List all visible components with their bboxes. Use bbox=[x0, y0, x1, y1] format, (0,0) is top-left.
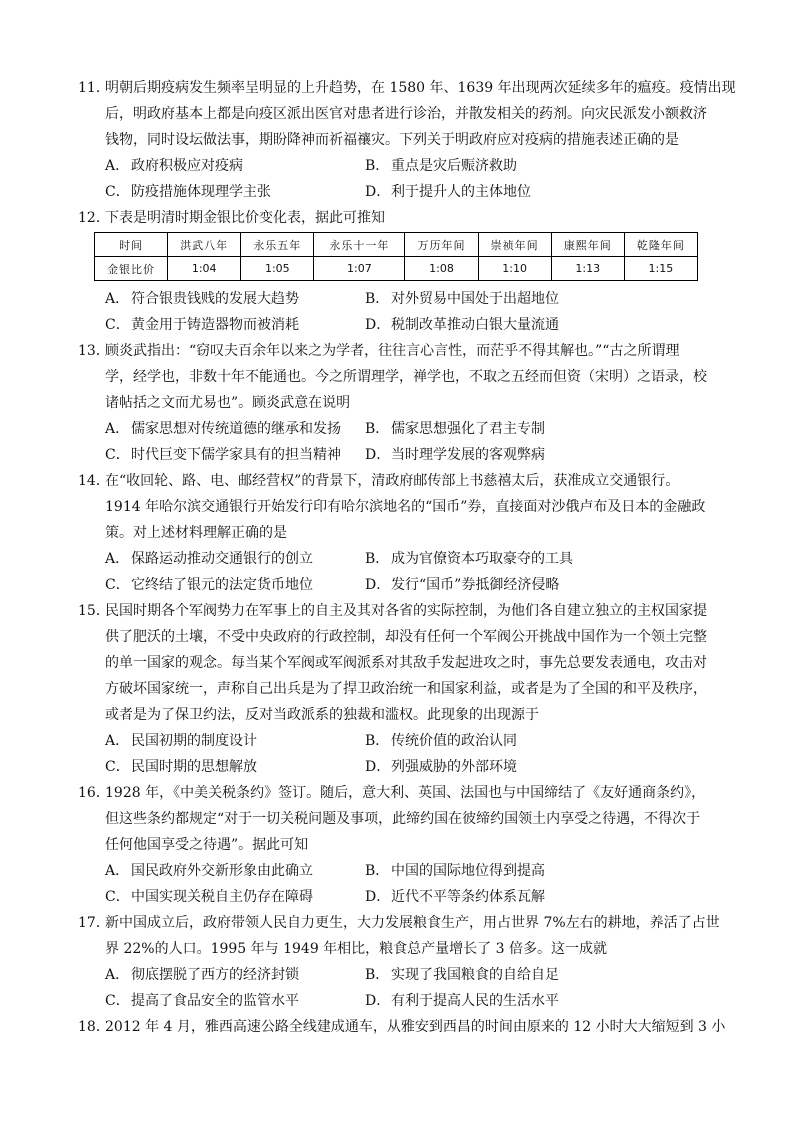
question-text: 界 22%的人口。1995 年与 1949 年相比，粮食总产量增长了 3 倍多。这一成就 bbox=[105, 941, 607, 957]
question-text: 后，明政府基本上都是向疫区派出医官对患者进行诊治，并散发相关的药剂。向灾民派发小额救济 bbox=[105, 106, 707, 122]
question-number: 15． bbox=[78, 603, 110, 619]
table-header-row bbox=[95, 233, 698, 257]
option-a[interactable]: A． 彻底摆脱了西方的经济封锁 bbox=[105, 967, 299, 983]
option-c[interactable]: C．提高了食品安全的监管水平 bbox=[105, 993, 299, 1009]
question-12 bbox=[78, 205, 728, 231]
option-b[interactable]: B． 儒家思想强化了君主专制 bbox=[365, 421, 545, 437]
question-text: 诸帖括之文而尤易也”。顾炎武意在说明 bbox=[105, 395, 351, 411]
table-cell: 1:07 bbox=[314, 257, 405, 281]
option-c[interactable]: C．黄金用于铸造器物而被消耗 bbox=[105, 317, 299, 333]
question-16 bbox=[78, 780, 728, 910]
question-text: 1928 年，《中美关税条约》签订。随后，意大利、英国、法国也与中国缔结了《友好通商条约》， bbox=[105, 785, 706, 801]
table-row bbox=[95, 257, 698, 281]
question-text: 的单一国家的观念。每当某个军阀或军阀派系对其敌手发起进攻之时，事先总要发表通电，攻击对 bbox=[105, 655, 707, 671]
question-text: 下表是明清时期金银比价变化表，据此可推知 bbox=[105, 210, 385, 226]
option-b[interactable]: B． 成为官僚资本巧取豪夺的工具 bbox=[365, 551, 573, 567]
option-a[interactable]: A． 民国初期的制度设计 bbox=[105, 733, 257, 749]
question-text: 明朝后期疫病发生频率呈明显的上升趋势，在 1580 年、1639 年出现两次延续多年的瘟疫。疫情出现 bbox=[105, 80, 736, 96]
question-text: 钱物，同时设坛做法事，期盼降神而祈福禳灾。下列关于明政府应对疫病的措施表述正确的是 bbox=[105, 132, 679, 148]
option-c[interactable]: C．它终结了银元的法定货币地位 bbox=[105, 577, 313, 593]
table-cell: 1:08 bbox=[405, 257, 478, 281]
question-number: 11． bbox=[78, 80, 110, 96]
table-cell: 康熙年间 bbox=[551, 233, 624, 257]
question-number: 17． bbox=[78, 915, 110, 931]
question-number: 12． bbox=[78, 210, 110, 226]
gold-silver-ratio-table bbox=[94, 232, 698, 281]
question-text: 方破坏国家统一，声称自己出兵是为了捍卫政治统一和国家利益，或者是为了全国的和平及秩序， bbox=[105, 681, 707, 697]
option-b[interactable]: B． 中国的国际地位得到提高 bbox=[365, 863, 545, 879]
option-a[interactable]: A． 儒家思想对传统道德的继承和发扬 bbox=[105, 421, 341, 437]
question-text: 或者是为了保卫约法，反对当政派系的独裁和滥权。此现象的出现源于 bbox=[105, 707, 539, 723]
question-text: 任何他国享受之待遇”。据此可知 bbox=[105, 837, 309, 853]
question-text: 策。对上述材料理解正确的是 bbox=[105, 525, 287, 541]
table-cell: 永乐五年 bbox=[241, 233, 314, 257]
question-number: 16． bbox=[78, 785, 110, 801]
question-text: 顾炎武指出：“窃叹夫百余年以来之为学者，往往言心言性，而茫乎不得其解也。”“古之所谓理 bbox=[105, 343, 680, 359]
option-d[interactable]: D．有利于提高人民的生活水平 bbox=[365, 993, 559, 1009]
question-text: 民国时期各个军阀势力在军事上的自主及其对各省的实际控制，为他们各自建立独立的主权国家提 bbox=[105, 603, 707, 619]
question-17 bbox=[78, 910, 728, 1014]
question-text: 2012 年 4 月，雅西高速公路全线建成通车，从雅安到西昌的时间由原来的 12 小时大大缩短到 3 小 bbox=[105, 1019, 726, 1035]
question-text: 供了肥沃的土壤，不受中央政府的行政控制，却没有任何一个军阀公开挑战中国作为一个领土完整 bbox=[105, 629, 707, 645]
table-cell: 金银比价 bbox=[95, 257, 168, 281]
table-cell: 万历年间 bbox=[405, 233, 478, 257]
option-a[interactable]: A． 国民政府外交新形象由此确立 bbox=[105, 863, 313, 879]
option-b[interactable]: B． 重点是灾后赈济救助 bbox=[365, 158, 517, 174]
option-a[interactable]: A． 政府积极应对疫病 bbox=[105, 158, 243, 174]
question-text: 但这些条约都规定“对于一切关税问题及事项，此缔约国在彼缔约国领土内享受之待遇，不得次于 bbox=[105, 811, 701, 827]
question-15 bbox=[78, 598, 728, 780]
option-d[interactable]: D．当时理学发展的客观弊病 bbox=[365, 447, 545, 463]
table-cell: 时间 bbox=[95, 233, 168, 257]
table-cell: 永乐十一年 bbox=[314, 233, 405, 257]
table-cell: 1:05 bbox=[241, 257, 314, 281]
option-b[interactable]: B． 实现了我国粮食的自给自足 bbox=[365, 967, 559, 983]
table-cell: 乾隆年间 bbox=[624, 233, 697, 257]
option-d[interactable]: D．税制改革推动白银大量流通 bbox=[365, 317, 559, 333]
question-11 bbox=[78, 75, 736, 205]
option-d[interactable]: D．列强威胁的外部环境 bbox=[365, 759, 517, 775]
option-d[interactable]: D．近代不平等条约体系瓦解 bbox=[365, 889, 545, 905]
option-b[interactable]: B． 对外贸易中国处于出超地位 bbox=[365, 291, 559, 307]
question-text: 1914 年哈尔滨交通银行开始发行印有哈尔滨地名的“国币”券，直接面对沙俄卢布及日本的金融政 bbox=[105, 499, 706, 515]
question-text: 学，经学也，非数十年不能通也。今之所谓理学，禅学也，不取之五经而但资（宋明）之语录，校 bbox=[105, 369, 707, 385]
question-number: 18． bbox=[78, 1019, 110, 1035]
question-12-options bbox=[78, 286, 728, 338]
option-a[interactable]: A． 保路运动推动交通银行的创立 bbox=[105, 551, 313, 567]
question-number: 14． bbox=[78, 473, 110, 489]
question-18 bbox=[78, 1014, 728, 1040]
option-c[interactable]: C．民国时期的思想解放 bbox=[105, 759, 257, 775]
option-b[interactable]: B． 传统价值的政治认同 bbox=[365, 733, 517, 749]
option-c[interactable]: C．时代巨变下儒学家具有的担当精神 bbox=[105, 447, 341, 463]
question-text: 新中国成立后，政府带领人民自力更生，大力发展粮食生产，用占世界 7%左右的耕地，养活了占世 bbox=[105, 915, 720, 931]
question-text: 在“收回轮、路、电、邮经营权”的背景下，清政府邮传部上书慈禧太后，获准成立交通银行。 bbox=[105, 473, 680, 489]
table-cell: 1:04 bbox=[168, 257, 241, 281]
table-cell: 崇祯年间 bbox=[478, 233, 551, 257]
option-d[interactable]: D．利于提升人的主体地位 bbox=[365, 184, 531, 200]
question-13 bbox=[78, 338, 728, 468]
option-a[interactable]: A． 符合银贵钱贱的发展大趋势 bbox=[105, 291, 299, 307]
question-number: 13． bbox=[78, 343, 110, 359]
option-c[interactable]: C．防疫措施体现理学主张 bbox=[105, 184, 271, 200]
option-c[interactable]: C．中国实现关税自主仍存在障碍 bbox=[105, 889, 313, 905]
table-cell: 1:13 bbox=[551, 257, 624, 281]
table-cell: 1:10 bbox=[478, 257, 551, 281]
option-d[interactable]: D．发行“国币”券抵御经济侵略 bbox=[365, 577, 560, 593]
table-cell: 洪武八年 bbox=[168, 233, 241, 257]
question-14 bbox=[78, 468, 728, 598]
table-cell: 1:15 bbox=[624, 257, 697, 281]
